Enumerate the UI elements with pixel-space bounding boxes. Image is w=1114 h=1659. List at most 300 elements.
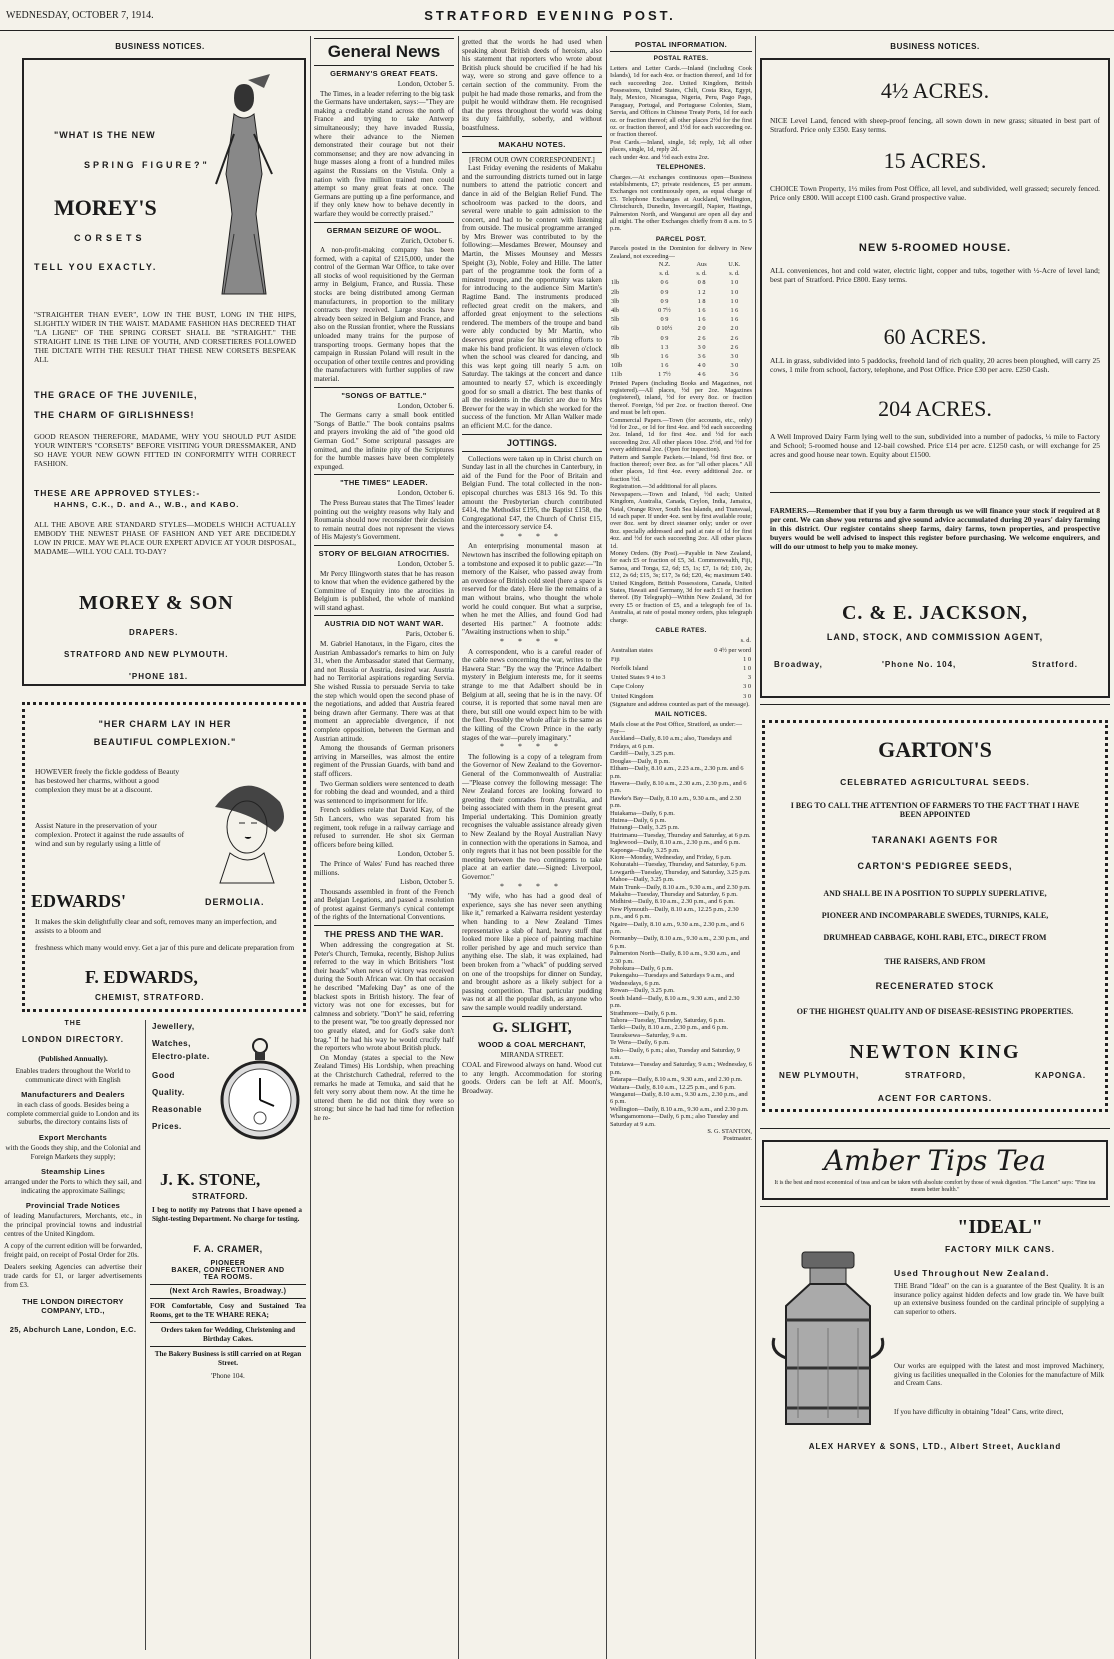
mail-notice-item: Hawke's Bay—Daily, 8.10 a.m., 9.30 a.m., and 2.30 p.m. [610,794,742,810]
stone-item: Electro-plate. [152,1052,210,1061]
parcel-rate-cell: 2lb [611,288,620,296]
postal-information-column [610,38,752,1143]
article-para: The Times, in a leader referring to the big task the Germans have undertaken, says:—"They are making a creditable stand across the north of France and trying to take Antwerp simultaneously; they have invaded Russia, where their advance to the Niemen demonstrated their courage but not their commonsense; and they are now advancing in huge masses along a front of a hundred miles against the Russians on the Vistula. Only a nation with five million trained men could attempt so many great feats at once. The Germans are putting up a fine performance, and if they only knew how to behave decently in warfare they would be correctly praised." [314,89,454,218]
cramer-advert [150,1240,306,1380]
amber-tips-logo: Amber Tips Tea [823,1144,1047,1177]
parcel-rate-cell: 3 0 [730,353,739,360]
dateline: Paris, October 6. [405,630,454,639]
mail-notice-item: Strathmore—Daily, 6 p.m. [610,1009,677,1017]
parcel-rate-cell: 8lb [611,343,620,351]
figure-illustration [204,74,284,304]
parcel-rate-cell: 0 10½ [656,325,673,333]
dateline: London, October 5. [397,80,454,88]
telephones-text: Charges.—At exchanges continuous open—Business establishments, £7; private residences, £5 per annum. Exchanges not continuously open, as equal charge of £5. Telephone Exchanges at Auckland, Wellington, Christchurch, Dunedin, Invercargill, Napier, Hastings, Palmerston North, and Wanganui are open all day and all night. The other Exchanges chiefly from 8 a.m. to 5 p.m. [610,173,752,233]
edwards-para-4: freshness which many would envy. Get a jar of this pure and delicate preparation from [35,943,295,952]
london-company: THE LONDON DIRECTORY COMPANY, LTD., [22,1297,124,1316]
article-para: On Monday (states a special to the New Zealand Times) His Lordship, when preaching at the Christchurch Cathedral, referred to the remarks he made at Temuka, and said that he felt very sorry about them now. At the time he uttered them he did not think they were so strong; but since he had had time for reflection he re- [314,1053,454,1122]
mail-notice-item: Auckland—Daily, 8.10 a.m.; also, Tuesdays and Fridays, at 6 p.m. [610,735,732,750]
article-para: Collections were taken up in Christ church on Sunday last in all the churches in Canterbury, in aid of the Fund for the Poor of Britain and Belgian Fund. The total collected in the non-episcopal churches was £813 16s 9d. To this amount the Presbyterian church contributed £414, the Methodist £195, the Baptist £158, the Congregational £47, the Church of Christ £15, and the intercessory service £4. [462,454,602,532]
cramer-next: (Next Arch Rawles, Broadway.) [169,1288,287,1295]
masthead-title: STRATFORD EVENING POST. [424,8,676,23]
ideal-para-3: If you have difficulty in obtaining "Ideal" Cans, write direct, [894,1408,1064,1416]
milk-can-illustration [768,1248,888,1434]
registration-text: Registration.—3d additional for all places. [610,483,718,491]
cable-rate-row [610,673,752,682]
newton-kaponga: KAPONGA. [1035,1071,1087,1080]
morey-phone: 'PHONE 181. [129,672,189,681]
morey-town: STRATFORD AND NEW PLYMOUTH. [64,650,229,659]
mail-notice-item: Huirimanu—Tuesday, Thursday and Saturday, at 6 p.m. [610,831,751,839]
mail-notice-item: Inglewood—Daily, 8.10 a.m., 2.30 p.m., and 6 p.m. [610,839,741,847]
parcel-rate-cell: 2 0 [697,325,706,333]
headline-belgian: STORY OF BELGIAN ATROCITIES. [318,548,450,558]
article-press-war [314,941,454,1122]
cable-rate-cell: Australian states [611,646,653,654]
table-header-cell [610,260,643,269]
house-title: NEW 5-ROOMED HOUSE. [858,242,1012,254]
london-address: 25, Abchurch Lane, London, E.C. [9,1325,137,1335]
article-para: French soldiers relate that David Kay, of the 5th Lancers, who was separated from his regiment, took refuge in a railway carriage and refused to surrender. He shot six German officers before being killed. [314,806,454,849]
headline-times: "THE TIMES" LEADER. [340,478,428,488]
london-h4: Steamship Lines [40,1167,106,1177]
mail-notice-item: Wanganui—Daily, 8.10 a.m., 9.30 a.m., 2.30 p.m., and 6 p.m. [610,1090,748,1106]
cable-rate-cell: 0 4½ per word [714,646,751,654]
mail-notices-heading: MAIL NOTICES. [654,711,708,719]
parcel-rate-cell: 1 8 [697,297,706,305]
morey-body-2: GOOD REASON THEREFORE, MADAME, WHY YOU SHOULD PUT ASIDE YOUR WINTER'S "CORSETS" BEFORE VISITING YOUR DRESSMAKER, AND SO HAVE YOUR NEW GOWN FITTED IN CONFORMITY WITH CORRECT FASHION. [34,432,296,468]
ideal-para-1: THE Brand "Ideal" on the can is a guarantee of the Best Quality. It is an insurance policy against hidden defects and low grade tin. We have built up an extensive business founded on the cardinal principle of supplying a can superior to others. [894,1282,1104,1316]
article-makahu [462,164,602,430]
article-para: A correspondent, who is a careful reader of the cable news concerning the war, writes to the Hawera Star: "By the way the 'Prince Adalbert mystery' in Belgium interests me, for it seems strange to me that Adalbert should be in Belgium at all, seeing that he is in the navy. Of course, it is reported that some naval men are there, but still one would expect him to be with the fleet. Possibly the whole affair is the same as the killing of the Crown Prince in the early stages of the war—purely imaginary." [462,647,602,742]
commercial-papers-text: Commercial Papers.—Town (for accounts, etc., only) ½d for 2oz., or 1d for first 4oz. and ½d each succeeding 2oz. Inland, 1d for first 4oz. and ½d for each succeeding 2oz. All other places 10oz. 2½d, and ½d for every additional 2oz. (Open for inspection). [610,416,752,454]
cable-note: (Signature and address counted as part of the message). [610,700,750,708]
cramer-firm: F. A. CRAMER, [193,1244,263,1254]
stone-item: Jewellery, [152,1022,195,1031]
parcel-rate-cell: 1 6 [660,362,669,370]
article-para: gretted that the words he had used when speaking about British deeds of heroism, also his statement that reporters who wrote about British pluck should be crucified if he had his way, were so strong and gave offence to a certain section of the community. From the pulpit he had made those remarks, and from the pulpit he would withdraw them. He recognised that the press throughout the world was doing its duty faithfully, soberly, and without boastfulness. [462,38,602,132]
amber-tips-text: It is the best and most economical of teas and can be taken with absolute comfort by those of weak digestion. "The Lancet" says: "Fine tea means better health." [774,1180,1096,1193]
correspondent-note: [FROM OUR OWN CORRESPONDENT.] [469,155,595,164]
mail-notice-item: Tatarapa—Daily, 8.10 a.m., 9.30 a.m., and 2.30 p.m. [610,1076,743,1084]
parcel-rate-table [610,260,752,380]
parcel-post-text: Parcels posted in the Dominion for delivery in New Zealand, not exceeding— [610,245,752,260]
garton-pedigree: CARTON'S PEDIGREE SEEDS, [857,861,1013,871]
parcel-rate-cell: 6lb [611,325,620,333]
mail-for: For— [610,728,626,736]
mail-intro: Mails close at the Post Office, Stratford, as under:— [610,720,743,728]
london-annual: (Published Annually). [38,1054,108,1063]
london-p5: of leading Manufacturers, Merchants, etc., in the principal provincial towns and industrial centres of the United Kingdom. [4,1212,142,1238]
article-para: Mr Percy Illingworth states that he has reason to know that when the evidence gathered by the Committee of Enquiry into the atrocities in Belgium is published, the whole of mankind will stand aghast. [314,569,454,612]
morey-body-1: "STRAIGHTER THAN EVER", LOW IN THE BUST, LONG IN THE HIPS, SLIGHTLY WIDER IN THE WAIST. MADAME FASHION HAS DECREED THAT "LA LIGNE" OF THE SPRING CORSET SHALL BE "STRAIGHT." THE STRAIGHT LINE IS THE LINE OF YOUTH, AND CORSETIERES FOLLOWED THE DICTATE WITH THE RESULT THAT THESE NEW CORSETS BESPEAK ALL [34,310,296,364]
parcel-rate-cell: 4 6 [697,371,706,379]
garton-quality: OF THE HIGHEST QUALITY AND OF DISEASE-RESISTING PROPERTIES. [796,1007,1074,1016]
article-songs [314,402,454,472]
parcel-rate-cell: 0 7½ [658,306,671,314]
headline-press-war: THE PRESS AND THE WAR. [324,929,444,940]
dateline: Lisbon, October 5. [400,878,454,887]
slight-advert [462,1020,602,1096]
land-60-acres-title: 60 ACRES. [883,324,987,349]
mail-notice-item: Whangamomona—Daily, 6 p.m.; also Tuesday and Saturday at 9 a.m. [610,1113,739,1128]
morey-brand: MOREY'S [54,195,157,220]
parcel-rate-row [610,361,752,370]
edwards-product-2: DERMOLIA. [205,897,265,907]
headline-makahu: MAKAHU NOTES. [498,139,566,149]
cramer-phone: 'Phone 104. [211,1371,245,1380]
mail-notice-item: Lowgarth—Tuesday, Thursday, and Saturday, 3.25 p.m. [610,868,751,876]
mail-notice-item: Kohuratahi—Tuesday, Thursday, and Saturday, 6 p.m. [610,861,747,869]
cramer-p1: FOR Comfortable, Cosy and Sustained Tea Rooms, get to the TE WHARE REKA; [150,1302,306,1319]
parcel-rate-cell: 1 2 [697,288,706,296]
edwards-para-1: HOWEVER freely the fickle goddess of Beauty has bestowed her charms, without a good complexion they must be at a discount. [35,767,180,794]
parcel-rate-cell: 3 6 [730,371,739,379]
money-orders-text: Money Orders. (By Post).—Payable in New Zealand, for each £5 or fraction of £5, 3d. Commonwealth, Fiji, Samoa, and Tonga, £2, 6d; £5, 1s; £7, 1s 6d; £10, 2s; £12, 2s 6d; £15, 3s; £17, 3s 6d; £20, 4s; maximum £40. United Kingdom, British Possessions, Canada, United States, Hawaii and Germany, 3d for each £1 or fraction thereof. (By Telegraph)—Within New Zealand, 3d for every £5 or fraction of £5, and a telegraph fee of 1s. Australia, at rate of postal money orders, plus telegraph charge. [610,549,752,624]
headline-germany: GERMANY'S GREAT FEATS. [330,69,438,78]
parcel-rate-cell: 3 6 [697,353,706,360]
makahu-jottings-column [462,38,602,1096]
parcel-rate-row [610,315,752,324]
article-para: The Press Bureau states that The Times' leader pointing out the weighty reasons why Italy and Roumania should now reconsider their decision to remain neutral does not represent the views of His Majesty's Government. [314,498,454,542]
postal-post-cards: Post Cards.—Inland, single, 1d; reply, 1d; all other places, single, 1d, reply 2d. [610,138,752,154]
morey-drapers: DRAPERS. [129,628,179,637]
dateline: London, October 5. [397,559,454,568]
jackson-trade: LAND, STOCK, AND COMMISSION AGENT, [826,632,1044,642]
mail-notice-item: Waitara—Daily, 8.10 a.m., 12.25 p.m., and 6 p.m. [610,1083,736,1091]
morey-makers: HAHNS, C.K., D. and A., W.B., and KABO. [54,500,240,509]
right-business-notices-header: BUSINESS NOTICES. [890,42,980,51]
parcel-post-heading: PARCEL POST. [655,235,707,243]
cable-rate-cell: 1 0 [743,665,751,673]
newton-king: NEWTON KING [849,1041,1021,1063]
parcel-rate-row [610,278,752,287]
parcel-rate-cell: 4 0 [697,362,706,370]
jackson-firm: C. & E. JACKSON, [841,602,1028,624]
amber-tips-advert [762,1140,1108,1200]
article-jottings [462,455,602,1013]
ideal-cans-advert [762,1212,1108,1652]
mail-notice-item: Kiore—Monday, Wednesday, and Friday, 6 p.m. [610,853,732,861]
printed-papers-text: Printed Papers (including Books and Magazines, not registered).—All places, ½d per 2oz. Magazines (registered), inland, ½d for every 8oz. or fraction thereof. Foreign, ½d per 2oz. or fraction thereof. One and must be left open. [610,379,752,417]
morey-styles: THESE ARE APPROVED STYLES:- [34,488,201,498]
dateline: London, October 6. [397,489,454,498]
article-para: Last Friday evening the residents of Makahu and the surrounding districts turned out in large numbers to attend the patriotic concert and dance in aid of the Belgian Relief Fund. The schoolroom was packed to the doors, and several were unable to gain admission to the concert, and had to be content with listening from outside. The musical programme arranged by Mrs Brewer was contributed to by the following:—Mesdames Brewer, Mounsey and Martin, the Misses Mounsey and Messrs Speight (3), Noble, Foley and Hille. The latter part of the programme took the form of a minstrel troupe, and the opportunity was taken for introducing to the audience Sim Martin's Ragtime Band. The instruments produced reflected great credit on the makers, and afforded great enjoyment to the selections rendered. The members of the troupe and band were ably conducted by Mr Martin, who deserves great praise for his untiring efforts to make his band proficient. It was eleven o'clock when the school was cleared for dancing, and this was kept going till nearly 5 a.m. on Saturday. The takings at the concert and dance amounted to nearly £7, which is exceedingly good for so small a district. The best thanks of all the residents in the district are due to Mrs Brewer for the way in which she worked for the success of the function. Mr Allan Walker made an efficient M.C. for the dance. [462,164,602,430]
separator-stars: * * * * [500,531,564,541]
article-austria [314,630,454,922]
garton-swedes: PIONEER AND INCOMPARABLE SWEDES, TURNIPS, KALE, [821,911,1049,920]
house-text: ALL conveniences, hot and cold water, electric light, copper and tubs, together with ½-Acre of level land; best part of Stratford. Price £800. Easy terms. [770,266,1100,284]
parcel-rate-cell: 2 6 [730,334,739,342]
parcel-rate-row [610,306,752,315]
mail-notice-item: Wellington—Daily, 8.10 a.m., 9.30 a.m., and 2.30 p.m. [610,1105,749,1113]
separator-stars: * * * * [500,637,564,646]
edwards-firm: F. EDWARDS, [85,967,198,987]
mail-notice-item: Te Wera—Daily, 6 p.m. [610,1039,670,1047]
parcel-rate-cell: 0 9 [660,288,669,296]
parcel-rate-cell: 1 6 [697,316,706,324]
edwards-advert [22,702,306,1012]
article-times [314,489,454,542]
parcel-rate-cell: 2 6 [730,343,739,351]
london-p4: arranged under the Ports to which they sail, and indicating the approximate Sailings; [4,1178,142,1195]
cable-rate-cell: Fiji [611,655,620,663]
cable-rate-cell: Cape Colony [611,683,645,691]
dateline: Zurich, October 6. [400,236,454,245]
table-header-cell: s. d. [696,270,707,278]
postal-title: POSTAL INFORMATION. [635,40,727,49]
parcel-rate-row [610,288,752,297]
stone-item: Reasonable [152,1105,202,1114]
article-wool [314,237,454,384]
cable-rate-row [610,655,752,664]
london-p6: A copy of the current edition will be forwarded, freight paid, on receipt of Postal Order for 20s. [4,1242,142,1259]
newton-new-plymouth: NEW PLYMOUTH, [779,1071,860,1080]
cable-rate-cell: 3 [747,674,751,682]
parcel-rate-row [610,324,752,333]
slight-street: MIRANDA STREET. [500,1050,564,1059]
garton-supply: AND SHALL BE IN A POSITION TO SUPPLY SUPERLATIVE, [823,889,1047,898]
cable-rate-cell: Norfolk Island [611,665,648,673]
mail-notice-item: Pohokura—Daily, 6 p.m. [610,965,674,973]
cramer-p2: Orders taken for Wedding, Christening and Birthday Cakes. [160,1326,296,1343]
mail-notice-item: Rowan—Daily, 3.25 p.m. [610,987,675,995]
table-header-cell: s. d. [729,270,740,278]
land-60-acres-text: ALL in grass, subdivided into 5 paddocks, freehold land of rich quality, 20 acres been ploughed, will carry 25 cows, 1 mile from school, factory, telephone, and Post Office. Price £30 per acre. £250 Cash. [770,356,1100,374]
london-p2: in each class of goods. Besides being a complete commercial guide to London and its suburbs, the directory contains lists of [6,1101,140,1127]
london-title: LONDON DIRECTORY. [22,1035,124,1044]
garton-seeds: CELEBRATED AGRICULTURAL SEEDS. [840,777,1030,787]
parcel-rate-cell: 3lb [611,297,620,305]
land-15-acres-text: CHOICE Town Property, 1½ miles from Post Office, all level, and subdivided, well grassed; securely fenced. Price only £800. Will accept £100 cash. Grand prospective value. [770,184,1100,202]
mail-notice-item: Huirea—Daily, 6 p.m. [610,816,667,824]
mail-notice-item: Tututawa—Tuesday and Saturday, 9 a.m.; Wednesday, 6 p.m. [610,1061,752,1076]
parcel-rate-cell: 1 6 [730,316,739,324]
lady-portrait [195,767,295,887]
parcel-rate-cell: 1 6 [697,306,706,314]
cable-rates-heading: CABLE RATES. [655,627,707,635]
ideal-title: "IDEAL" [957,1216,1043,1238]
cable-rate-cell: 3 0 [743,683,751,691]
newspapers-text: Newspapers.—Town and Inland, ½d each; United Kingdom, Australia, Canada, Ceylon, India, Jamaica, Natal, Orange River, South Sea Islands, and Transvaal, 1d each paper. If under 4oz. sent by first available route; over 8oz. sent by direct steamer only; under or over 8oz. specially addressed and paid at rate of 1d for first 4oz. and ½d for each succeeding 2oz. All other places 1d. [610,490,752,550]
mail-notice-item: Hawera—Daily, 8.10 a.m., 2.30 a.m., 2.30 p.m., and 6 p.m. [610,779,747,795]
stone-item: Good [152,1071,175,1080]
cable-rate-cell: 1 0 [743,655,751,663]
article-para: The Prince of Wales' Fund has reached three millions. [314,859,454,877]
london-h3: Export Merchants [38,1132,108,1142]
garton-attention: I BEG TO CALL THE ATTENTION OF FARMERS TO THE FACT THAT I HAVE BEEN APPOINTED [790,801,1080,819]
table-header-cell [610,269,643,278]
dateline: London, October 5. [397,850,454,859]
headline-jottings: JOTTINGS. [506,437,558,448]
jackson-phone: 'Phone No. 104, [882,660,957,669]
parcel-rate-cell: 1 0 [730,297,739,305]
land-204-acres-text: A Well Improved Dairy Farm lying well to the sun, subdivided into a number of padocks, ¼ mile to Factory and School; 5-roomed house and 12-bail cowshed. Price £14 per acre. £1250 cash, or will exchange for 25 acres and good house near town. Equity about £1500. [770,432,1100,459]
newton-stratford: STRATFORD, [905,1071,966,1080]
ideal-used: Used Throughout New Zealand. [894,1268,1050,1278]
table-header-cell [610,636,694,645]
garton-regenerated: RECENERATED STOCK [875,981,995,991]
watch-illustration [220,1034,300,1144]
article-para: When addressing the congregation at St. Peter's Church, Temuka, recently, Bishop Julius referred to the way in which Britishers "lost their heads" when news of victory was received during the South African war. On that occasion he described "Mafeking Day" as one of the blackest spots in British history. The fear of victory was not one for excesses, but for calmness and sobriety. "Don't" he said, referring to the present war, "be too greatly depressed nor too greatly elated, and for God's sake don't brag." If he had his way he would crucify half the reporters who wrote about British pluck. [314,941,454,1053]
mail-notice-item: Pukengahu—Tuesdays and Saturdays 9 a.m., and Wednesdays, 6 p.m. [610,972,735,987]
parcel-rate-cell: 1 6 [730,306,739,314]
mail-notice-item: Douglas—Daily, 8 p.m. [610,757,670,765]
article-para: An enterprising monumental mason at Newtown has inscribed the following epitaph on a tombstone and exposed it to public gaze:—"In memory of the Kaiser, who passed away from an overdose of British cold steel (here a space is reserved for the date). Here lie the remains of a man without brains, who thought the whole world he could conquer. But what a surprise, when he met the Allies, and found God had deserted His partner." A footnote adds: "Awaiting instructions when to ship." [462,542,602,637]
parcel-rate-cell: 0 8 [697,279,706,287]
stone-note: I beg to notify my Patrons that I have opened a Sight-testing Department. No charge for testing. [152,1206,302,1223]
cable-rate-row [610,682,752,691]
morey-question-1: "WHAT IS THE NEW [54,130,156,140]
parcel-rate-cell: 1 6 [660,353,669,360]
garton-raisers: THE RAISERS, AND FROM [884,957,986,966]
postal-rates-heading: POSTAL RATES. [653,55,709,63]
cable-rate-row [610,664,752,673]
masthead [0,0,1114,34]
parcel-rate-cell: 10lb [611,362,623,370]
parcel-rate-cell: 9lb [611,353,620,360]
mail-notice-item: Ngaire—Daily, 8.10 a.m., 9.30 a.m., 2.30 p.m., and 6 p.m. [610,920,745,936]
table-header-cell: U.K. [728,260,741,268]
dateline: London, October 6. [397,401,454,410]
mail-notice-item: Kaponga—Daily, 3.25 p.m. [610,846,680,854]
parcel-rate-cell: 5lb [611,316,620,324]
slight-trade: WOOD & COAL MERCHANT, [478,1039,586,1049]
ideal-para-2: Our works are equipped with the latest and most improved Machinery, giving us facilities unequalled in the Colonies for the manufacture of Milk and Cream Cans. [894,1362,1104,1388]
mail-notice-item: Palmerston North—Daily, 8.10 a.m., 9.30 a.m., and 2.30 p.m. [610,950,740,965]
parcel-rate-row [610,343,752,352]
article-para: The following is a copy of a telegram from the Governor of New Zealand to the Governor-General of the Commonwealth of Australia:—"Please convey the following message: The New Zealand forces are looking forward to greeting their comrades from Australia, and being associated with them in the present great Imperial undertaking. This Dominion greatly recognises the valuable assistance already given to New Zealand by the Royal Australian Navy in connection with the operations in Samoa, and only regrets that it has not been possible for the meeting between the two contingents to take place at an earlier date.—Signed: Liverpool, Governor." [462,752,602,882]
stone-item: Quality. [152,1088,185,1097]
cramer-line2: BAKER, CONFECTIONER AND [171,1267,285,1274]
mail-notice-item: South Island—Daily, 8.10 a.m., 9.30 a.m., and 2.30 p.m. [610,994,740,1010]
article-para: Among the thousands of German prisoners arriving in Marseilles, was almost the entire regiment of the Prussian Guards, with band and staff officers. [314,744,454,778]
edwards-heading-2: BEAUTIFUL COMPLEXION." [93,737,237,747]
parcel-rate-row [610,352,752,361]
jackson-town: Stratford. [1032,660,1078,669]
parcel-rate-row [610,370,752,379]
ideal-maker: ALEX HARVEY & SONS, LTD., Albert Street, Auckland [808,1442,1062,1451]
masthead-date: WEDNESDAY, OCTOBER 7, 1914. [6,10,154,21]
jackson-address: Broadway, [774,660,823,669]
mail-notice-item: Midhirst—Daily, 8.10 a.m., 2.30 p.m., and 6 p.m. [610,898,735,906]
morey-tell: TELL YOU EXACTLY. [34,262,158,272]
parcel-rate-cell: 1 3 [660,343,669,351]
parcel-rate-cell: 0 9 [660,316,669,324]
newton-agent: ACENT FOR CARTONS. [877,1093,993,1103]
parcel-rate-cell: 1 0 [730,279,739,287]
article-para: Two German soldiers were sentenced to death for robbing the dead and wounded, and a third was sentenced to imprisonment for life. [314,779,454,805]
cramer-line1: PIONEER [210,1260,246,1267]
edwards-para-3: It makes the skin delightfully clear and soft, removes many an imperfection, and assists to a bloom and [35,917,277,935]
morey-corsets: CORSETS [74,233,146,243]
morey-grace: THE GRACE OF THE JUVENILE, [34,390,198,400]
table-header-cell: s. d. [659,270,670,278]
stone-items [152,1022,222,1131]
farmers-notice: FARMERS.—Remember that if you buy a farm through us we will finance your stock if required at 8 per cent. We can show you returns and give sound advice accumulated during 20 years' dairy farming in this district. Our register contains sheep farms, dairy farms, town properties, and prospective buyers would be well advised to inspect this register before purchasing. We welcome enquirers, and will do our utmost to help you to make money. [770,506,1100,551]
morey-firm: MOREY & SON [79,592,234,614]
headline-wool: GERMAN SEIZURE OF WOOL. [326,225,442,235]
stone-firm: J. K. STONE, [160,1170,261,1189]
parcel-rate-cell: 7lb [611,334,620,342]
slight-para: COAL and Firewood always on hand. Wood cut to any length. Accommodation for storing goods. Orders can be left at Alf. Moon's, Broadway. [462,1061,602,1095]
stone-town: STRATFORD. [192,1192,248,1201]
parcel-rate-cell: 1 7½ [658,371,671,379]
parcel-rate-cell: 3 0 [697,343,706,351]
land-4-acres-title: 4½ ACRES. [880,78,990,103]
garton-advert [762,720,1108,1112]
article-germany [314,80,454,219]
headline-austria: AUSTRIA DID NOT WANT WAR. [324,619,444,629]
ideal-subtitle: FACTORY MILK CANS. [945,1244,1055,1254]
general-news-column [314,38,454,1124]
morey-body-3: ALL THE ABOVE ARE STANDARD STYLES—MODELS WHICH ACTUALLY EMBODY THE NEWEST PHASE OF FASHION AND YET ARE DECIDEDLY LOW IN PRICE. MAY WE PLACE OUR EXPERT ADVICE AT YOUR DISPOSAL, MADAME—WILL YOU CALL TO-DAY? [34,520,296,556]
parcel-rate-cell: 0 9 [660,334,669,342]
edwards-chemist: CHEMIST, STRATFORD. [95,993,205,1002]
mail-notice-item: Cardiff—Daily, 3.25 p.m. [610,750,675,758]
article-para: M. Gabriel Hanotaux, in the Figaro, cites the Austrian Ambassador's remarks to him on July 31, when the Ambassador stated that Germany, and not Russia or Austria, desired war. Austria had no Territorial aspirations regarding Servia. She wished Russia to persuade Servia to take the step which would open the second phase of the negotiations, and added that Austria feared being drawn after Germany. There was at that moment an appreciable divergence, if not complete opposition, between the German and Austrian attitude. [314,640,454,743]
patterns-text: Pattern and Sample Packets.—Inland, ½d first 8oz. or fraction thereof; over 8oz. as for "all other places." All other places, 1d first 4oz. every additional 2oz. or fraction ½d. [610,453,752,483]
cramer-p3: The Bakery Business is still carried on at Regan Street. [154,1350,302,1367]
cable-rate-cell: United Kingdom [611,692,654,700]
article-para: The Germans carry a small book entitled "Songs of Battle." The book contains psalms and prayers invoking the aid of "the good old German God." Some scriptural passages are omitted, and the infinite pity of the Scriptures for the humble masses have been completely expunged. [314,411,454,471]
parcel-rate-row [610,334,752,343]
stone-item: Watches, [152,1039,191,1048]
land-15-acres-title: 15 ACRES. [883,148,987,173]
parcel-rate-cell: 0 9 [660,297,669,305]
stone-item: Prices. [152,1122,182,1131]
garton-agents: TARANAKI AGENTS FOR [871,835,999,845]
morey-question-2: SPRING FIGURE?" [84,160,210,170]
separator-stars: * * * * [500,742,564,752]
table-header-cell: Aus [696,260,707,268]
parcel-rate-cell: 11lb [611,371,622,379]
cable-rate-cell: 3 0 [743,692,751,700]
mail-notice-item: Huirangi—Daily, 3.25 p.m. [610,824,680,832]
london-h5: Provincial Trade Notices [25,1201,121,1211]
cable-rate-row [610,692,752,701]
mail-notice-item: Normanby—Daily, 8.10 a.m., 9.30 a.m., 2.30 p.m., and 6 p.m. [610,935,750,950]
london-p1: Enables traders throughout the World to communicate direct with English [15,1067,131,1084]
parcel-rate-cell: 1lb [611,279,620,287]
jackson-advert [760,58,1110,698]
article-press-war-cont [462,38,602,133]
parcel-rate-cell: 1 0 [730,288,739,296]
slight-firm: G. SLIGHT, [492,1019,572,1036]
parcel-rate-cell: 4lb [611,306,620,314]
article-belgian [314,560,454,613]
parcel-rate-cell: 3 0 [730,362,739,370]
edwards-heading-1: "HER CHARM LAY IN HER [98,719,232,729]
london-p3: with the Goods they ship, and the Colonial and Foreign Markets they supply; [5,1143,141,1161]
postmaster-title: Postmaster. [723,1135,752,1143]
cable-rate-cell: United States 9 4 to 3 [611,674,666,682]
mail-notice-item: Makahu—Tuesday, Thursday and Saturday, 6 p.m. [610,891,738,898]
mail-notice-item: Toko—Daily, 6 p.m.; also, Tuesday and Saturday, 9 a.m. [610,1046,740,1061]
land-4-acres-text: NICE Level Land, fenced with sheep-proof fencing, all sown down in new grass; situated in best part of Stratford. Price only £350. Easy terms. [770,116,1100,134]
edwards-para-2: Assist Nature in the preservation of your complexion. Protect it against the rude assaults of wind and sun by regularly using a little of [35,821,185,848]
mail-notice-item: Tahora—Tuesday, Thursday, Saturday, 6 p.m. [610,1016,725,1024]
morey-advert [22,58,306,686]
mail-notice-item: Huiakama—Daily, 6 p.m. [610,809,675,817]
parcel-rate-cell: 2 0 [730,325,739,333]
parcel-rate-cell: 0 6 [660,279,669,287]
table-header-cell: N.Z. [658,260,671,268]
mail-notice-item: Tariki—Daily, 8.10 a.m., 2.30 p.m., and 6 p.m. [610,1024,729,1032]
london-h2: Manufacturers and Dealers [21,1090,125,1100]
left-business-notices-header: BUSINESS NOTICES. [115,42,205,51]
article-para: "My wife, who has had a good deal of experience, says she has never seen anything like it," remarked a Kaiwarra resident yesterday when handing to a New Zealand Times representative a slab of hard, heavy stuff that looked more like a piece of painting machine roller perished by age and much service than anything else. The slab, it was explained, had been broken from a "whack" of pudding served on one of the troopships for dinner on Sunday, and brought ashore as a likely subject for a passing competition. That particular pudding was not at all the popular dish, as anyone who saw the sample would readily understand. [462,892,602,1012]
mail-notice-item: Main Trunk—Daily, 8.10 a.m., 9.30 a.m., and 2.30 p.m. [610,883,751,891]
